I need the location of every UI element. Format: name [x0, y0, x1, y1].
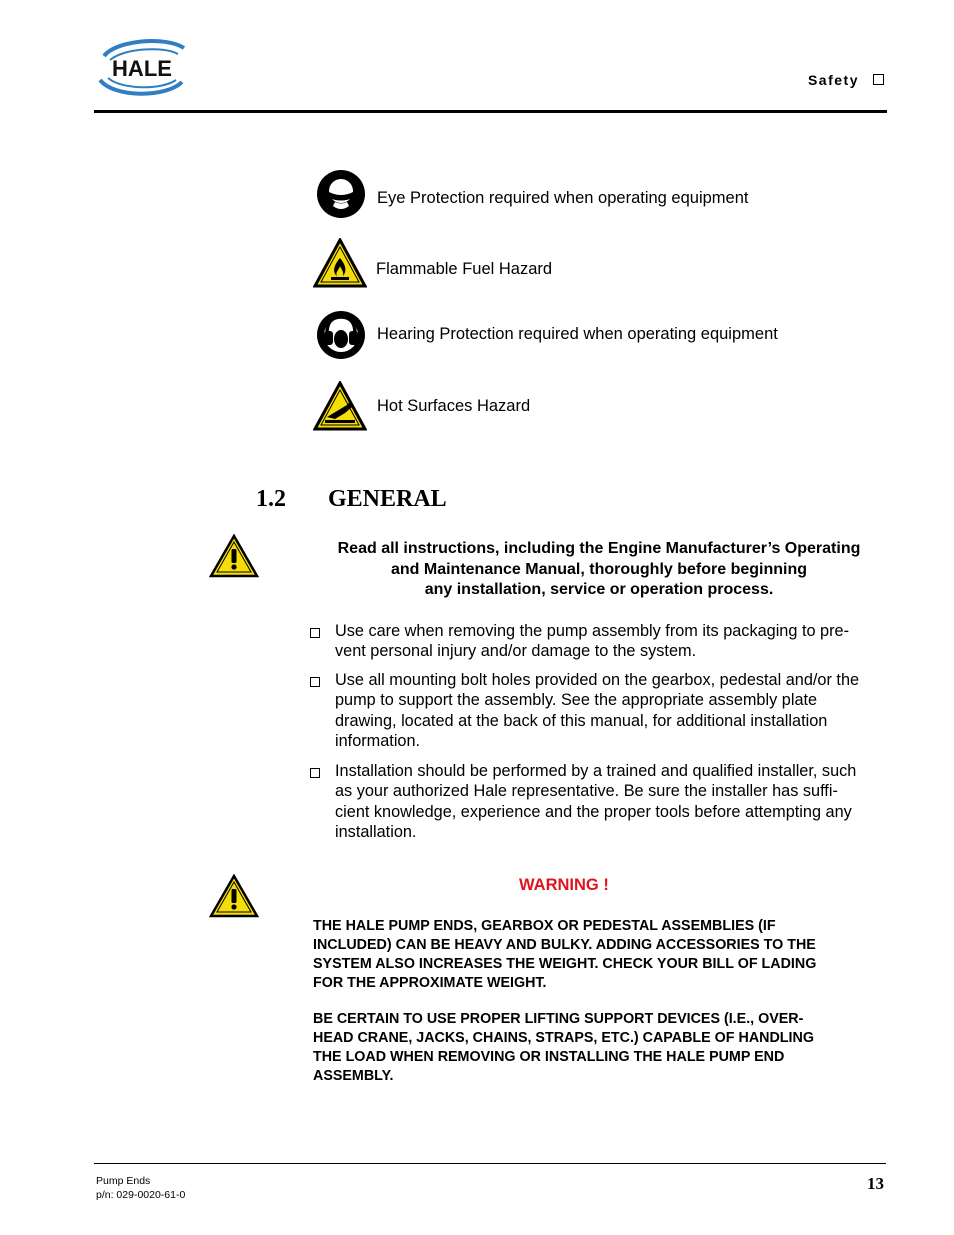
logo-text: HALE	[112, 56, 172, 81]
warning-line: FOR THE APPROXIMATE WEIGHT.	[313, 975, 547, 991]
page-number: 13	[867, 1174, 884, 1193]
read-instructions-notice	[300, 539, 898, 601]
eye-protection-icon	[315, 168, 367, 220]
bullet-line: Use all mounting bolt holes provided on the gearbox, pedestal and/or the	[335, 671, 860, 689]
hale-logo	[94, 36, 190, 100]
bullet-line: Use care when removing the pump assembly from its packaging to pre-	[335, 622, 849, 640]
section-name: Safety	[807, 72, 859, 88]
warning-line: ASSEMBLY.	[313, 1068, 394, 1084]
warning-paragraph	[313, 917, 883, 993]
symbol-label: Hot Surfaces Hazard	[377, 397, 531, 415]
warning-line: INCLUDED) CAN BE HEAVY AND BULKY. ADDING ACCESSORIES TO THE	[313, 937, 816, 953]
warning-triangle-icon	[209, 874, 259, 918]
bullet-icon	[310, 677, 320, 687]
symbol-label: Hearing Protection required when operating equipment	[377, 325, 778, 343]
caution-triangle-icon	[209, 534, 259, 578]
notice-line: Read all instructions, including the Engine Manufacturer’s Operating	[337, 540, 861, 557]
bullet-line: cient knowledge, experience and the proper tools before attempting any	[335, 802, 852, 821]
header-section-label	[808, 72, 884, 88]
footer-part-number: p/n: 029-0020-61-0	[96, 1188, 186, 1201]
bullet-line: as your authorized Hale representative. Be sure the installer has suffi-	[335, 782, 838, 801]
footer-doc-title: Pump Ends	[96, 1175, 151, 1187]
bullet-item	[335, 761, 887, 842]
footer-divider	[94, 1163, 886, 1164]
bullet-icon	[310, 768, 320, 778]
hot-surface-hazard-icon	[313, 381, 365, 433]
header-divider	[94, 110, 887, 113]
warning-line: SYSTEM ALSO INCREASES THE WEIGHT. CHECK YOUR BILL OF LADING	[313, 956, 817, 972]
bullet-icon	[310, 628, 320, 638]
warning-paragraph	[313, 1010, 883, 1086]
symbol-label: Flammable Fuel Hazard	[376, 260, 553, 278]
notice-line: and Maintenance Manual, thoroughly before beginning	[390, 560, 807, 578]
bullet-line: Installation should be performed by a trained and qualified installer, such	[335, 762, 857, 780]
bullet-line: drawing, located at the back of this manual, for additional installation	[335, 711, 828, 730]
bullet-item	[335, 621, 887, 662]
flammable-hazard-icon	[313, 238, 365, 290]
warning-line: THE LOAD WHEN REMOVING OR INSTALLING THE HALE PUMP END	[313, 1049, 785, 1065]
checkbox-glyph-icon	[873, 74, 884, 85]
warning-line: HEAD CRANE, JACKS, CHAINS, STRAPS, ETC.) CAPABLE OF HANDLING	[313, 1030, 814, 1046]
hearing-protection-icon	[315, 309, 367, 361]
section-number: 1.2	[256, 486, 286, 512]
bullet-line: pump to support the assembly. See the appropriate assembly plate	[335, 691, 818, 710]
bullet-line: information.	[335, 731, 421, 750]
warning-title: WARNING !	[519, 876, 609, 894]
section-title: GENERAL	[328, 486, 447, 512]
bullet-line: installation.	[335, 822, 417, 841]
notice-line: any installation, service or operation process.	[424, 581, 774, 598]
bullet-item	[335, 670, 887, 751]
footer-doc-info	[96, 1175, 185, 1202]
symbol-label: Eye Protection required when operating equipment	[377, 189, 749, 207]
warning-line: BE CERTAIN TO USE PROPER LIFTING SUPPORT DEVICES (I.E., OVER-	[313, 1011, 804, 1027]
warning-line: THE HALE PUMP ENDS, GEARBOX OR PEDESTAL ASSEMBLIES (IF	[313, 918, 776, 934]
bullet-line: vent personal injury and/or damage to the system.	[335, 642, 697, 661]
